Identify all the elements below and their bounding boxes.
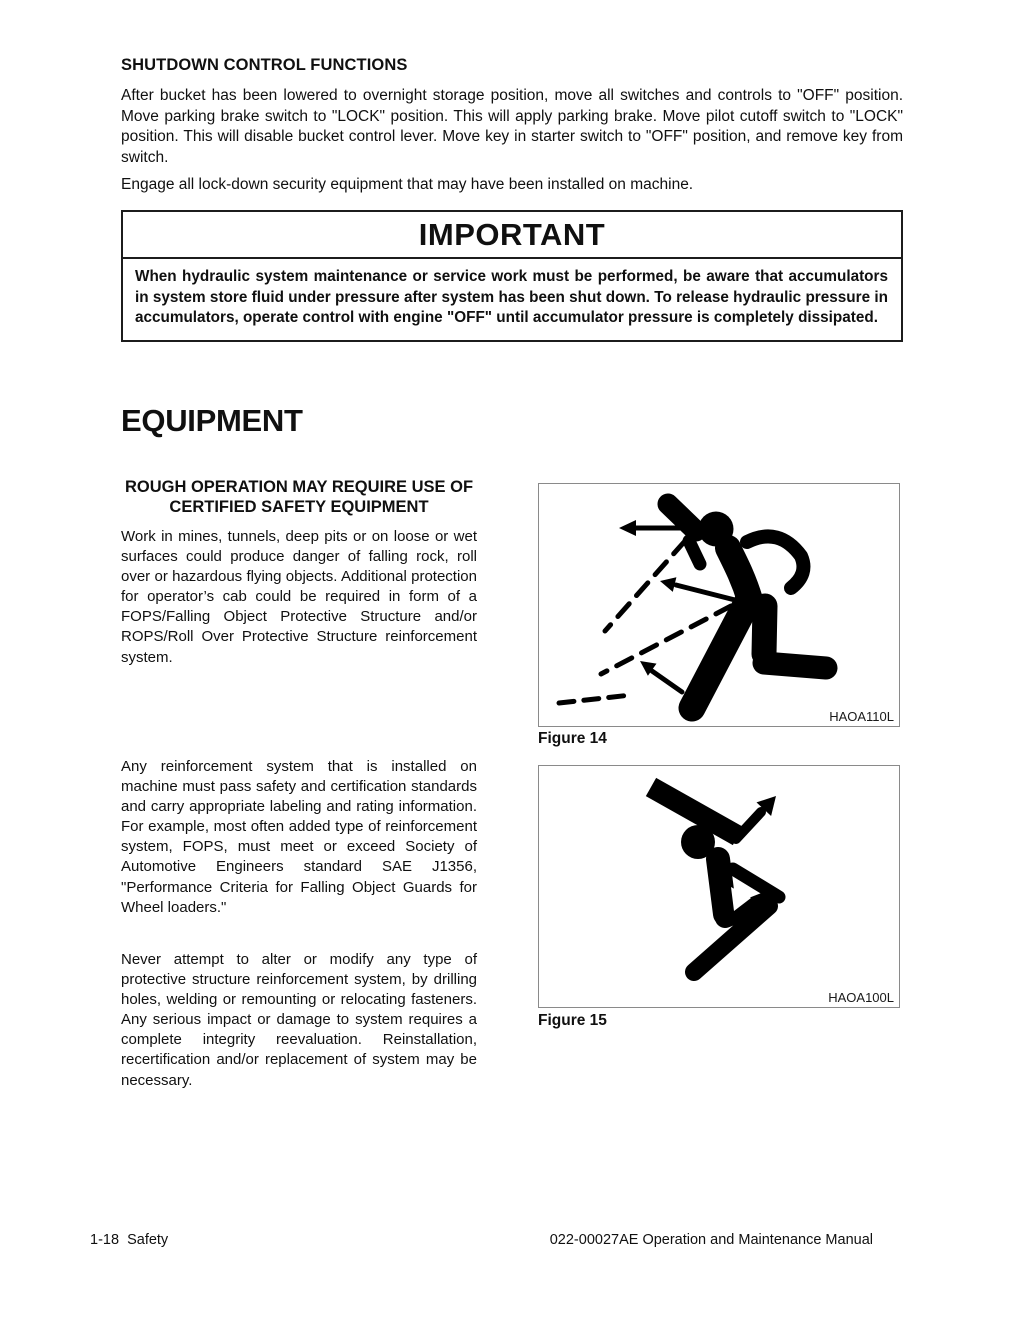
figure-15-caption: Figure 15 <box>538 1012 607 1029</box>
footer-manual-title: 022-00027AE Operation and Maintenance Manual <box>549 1232 873 1248</box>
roll-over-pictogram <box>539 766 899 1007</box>
footer-page-number: 1-18 Safety <box>90 1232 169 1248</box>
equipment-subheading-line1: ROUGH OPERATION MAY REQUIRE USE OF <box>124 478 474 496</box>
section-heading-equipment: EQUIPMENT <box>121 403 303 438</box>
figure-14-caption: Figure 14 <box>538 730 607 747</box>
section-heading-shutdown-control-functions: SHUTDOWN CONTROL FUNCTIONS <box>121 56 408 74</box>
paragraph-shutdown-1: After bucket has been lowered to overnight storage position, move all switches and controls to "OFF" position. Move parking brake switch to "LOCK" position. This will apply parking brake. Move pilot cutoff switch to "LOCK" position. This will disable bucket control lever. Move key in starter switch to "OFF" position, and remove key from switch. <box>121 87 903 166</box>
important-body: When hydraulic system maintenance or service work must be performed, be aware that accumulators in system store fluid under pressure after system has been shut down. To release hydraulic pressure in accumulators, operate control with engine "OFF" until accumulator pressure is completely dissipated. <box>135 268 888 326</box>
figure-15-box <box>538 765 900 1008</box>
important-title: IMPORTANT <box>123 212 901 259</box>
paragraph-equipment-1: Work in mines, tunnels, deep pits or on loose or wet surfaces could produce danger of falling rock, roll over or hazardous flying objects. Additional protection for operator’s cab could be required in form of a FOPS/Falling Object Protective Structure and/or ROPS/Roll Over Protective Structure reinforcement system. <box>121 528 477 666</box>
equipment-subheading <box>121 477 477 517</box>
paragraph-shutdown-2: Engage all lock-down security equipment that may have been installed on machine. <box>121 176 694 193</box>
figure-14-code: HAOA110L <box>829 709 894 724</box>
figure-14-box <box>538 483 900 727</box>
paragraph-equipment-3: Never attempt to alter or modify any type of protective structure reinforcement system, by drilling holes, welding or remounting or relocating fasteners. Any serious impact or damage to system requires a complete integrity reevaluation. Reinstallation, recertification and/or replacement of system may be necessary. <box>121 951 477 1089</box>
paragraph-equipment-2: Any reinforcement system that is installed on machine must pass safety and certification standards and carry appropriate labeling and rating information. For example, most often added type of reinforcement system, FOPS, must meet or exceed Society of Automotive Engineers standard SAE J1356, "Performance Criteria for Falling Object Guards for Wheel loaders." <box>121 758 477 916</box>
falling-objects-pictogram <box>539 484 899 726</box>
figure-15-code: HAOA100L <box>828 990 894 1005</box>
equipment-subheading-line2: CERTIFIED SAFETY EQUIPMENT <box>169 498 429 516</box>
important-notice-box <box>121 210 903 342</box>
